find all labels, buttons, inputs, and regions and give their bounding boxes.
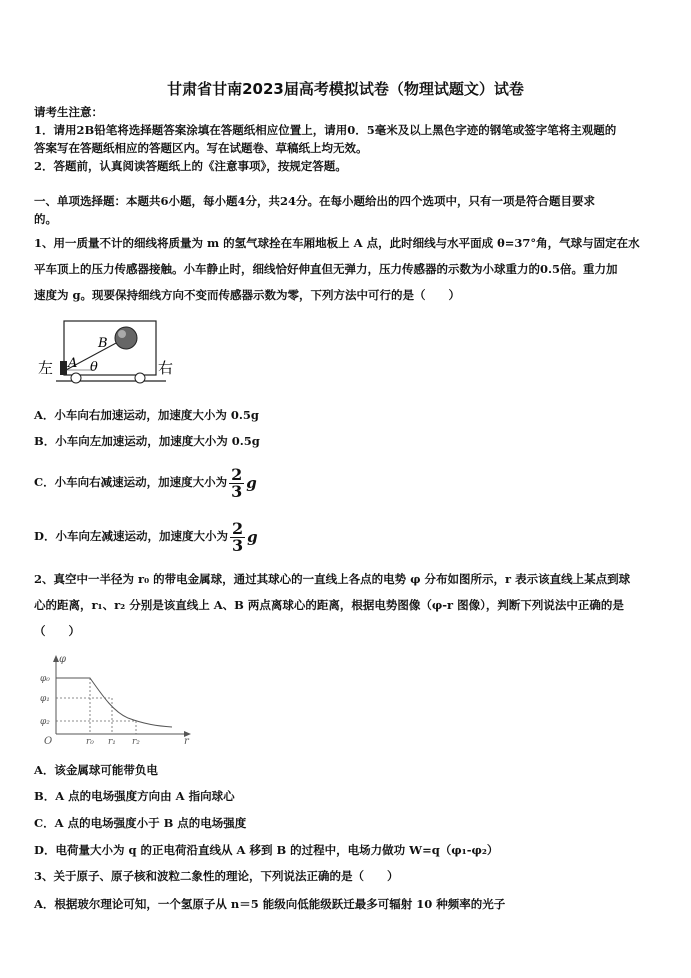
q1-option-c-row: C．小车向右减速运动，加速度大小为 $\frac{2}{3}$ g	[34, 464, 257, 501]
q1-option-b: B．小车向左加速运动，加速度大小为 0.5g	[34, 434, 260, 448]
q1-option-d-fraction: $\frac{2}{3}$	[231, 518, 244, 555]
q1-stem-line-3: 速度为 g。现要保持细线方向不变而传感器示数为零，下列方法中可行的是（ ）	[34, 288, 461, 302]
right-label: 右	[158, 359, 174, 377]
section-heading-line-1: 一、单项选择题：本题共6小题，每小题4分，共24分。在每小题给出的四个选项中，只有一项是符合题目要求	[34, 194, 596, 208]
notice-item-1-line-2: 答案写在答题纸相应的答题区内。写在试题卷、草稿纸上均无效。	[34, 141, 368, 155]
q2-option-d: D．电荷量大小为 q 的正电荷沿直线从 A 移到 B 的过程中，电场力做功 W=q（φ₁-φ₂）	[34, 843, 499, 857]
notice-item-1-line-1: 1．请用2B铅笔将选择题答案涂填在答题纸相应位置上，请用0．5毫米及以上黑色字迹的钢笔或签字笔将主观题的	[34, 123, 617, 137]
origin-label: O	[44, 736, 53, 744]
r2-label: r₂	[132, 737, 140, 744]
phi2-label: φ₂	[40, 717, 50, 727]
left-label: 左	[38, 359, 54, 377]
q2-option-c: C．A 点的电场强度小于 B 点的电场强度	[34, 816, 247, 830]
q3-option-a: A．根据玻尔理论可知，一个氢原子从 n＝5 能级向低能级跃迁最多可辐射 10 种频率的光子	[34, 897, 506, 911]
phi1-label: φ₁	[40, 694, 50, 704]
notice-heading: 请考生注意：	[34, 105, 103, 119]
q1-option-c: C．小车向右减速运动，加速度大小为	[34, 475, 228, 489]
q2-stem-line-1: 2、真空中一半径为 r₀ 的带电金属球，通过其球心的一直线上各点的电势 φ 分布如图所示，r 表示该直线上某点到球	[34, 572, 631, 586]
section-heading-line-2: 的。	[34, 212, 57, 226]
q1-stem-line-1: 1、用一质量不计的细线将质量为 m 的氢气球拴在车厢地板上 A 点，此时细线与水平面成 θ=37°角，气球与固定在水	[34, 236, 640, 250]
q2-stem-line-2: 心的距离，r₁、r₂ 分别是该直线上 A、B 两点离球心的距离，根据电势图像（φ-r 图像），判断下列说法中正确的是	[34, 598, 624, 612]
theta-label: θ	[90, 360, 98, 375]
q1-stem-line-2: 平车顶上的压力传感器接触。小车静止时，细线恰好伸直但无弹力，压力传感器的示数为小球重力的0.5倍。重力加	[34, 262, 618, 276]
r0-label: r₀	[86, 737, 94, 744]
phi0-label: φ₀	[40, 674, 50, 684]
q1-option-d-row: D．小车向左减速运动，加速度大小为 $\frac{2}{3}$ g	[34, 518, 258, 555]
q2-stem-line-3: （ ）	[34, 624, 80, 638]
r-axis-label: r	[184, 736, 189, 744]
notice-item-2: 2．答题前，认真阅读答题纸上的《注意事项》，按规定答题。	[34, 159, 347, 173]
phi-axis-label: φ	[59, 654, 67, 665]
q1-option-c-fraction: $\frac{2}{3}$	[231, 464, 243, 501]
q1-option-a: A．小车向右加速运动，加速度大小为 0.5g	[34, 408, 259, 422]
q1-option-d: D．小车向左减速运动，加速度大小为	[34, 529, 228, 543]
point-a-label: A	[68, 356, 78, 371]
q2-option-b: B．A 点的电场强度方向由 A 指向球心	[34, 789, 235, 803]
q2-option-a: A．该金属球可能带负电	[34, 763, 158, 777]
point-b-label: B	[98, 336, 108, 351]
r1-label: r₁	[108, 737, 116, 744]
exam-title: 甘肃省甘南2023届高考模拟试卷（物理试题文）试卷	[167, 80, 524, 98]
q3-stem: 3、关于原子、原子核和波粒二象性的理论，下列说法正确的是（ ）	[34, 869, 399, 883]
q1-cart-figure	[36, 315, 186, 395]
q2-potential-graph	[32, 652, 197, 744]
